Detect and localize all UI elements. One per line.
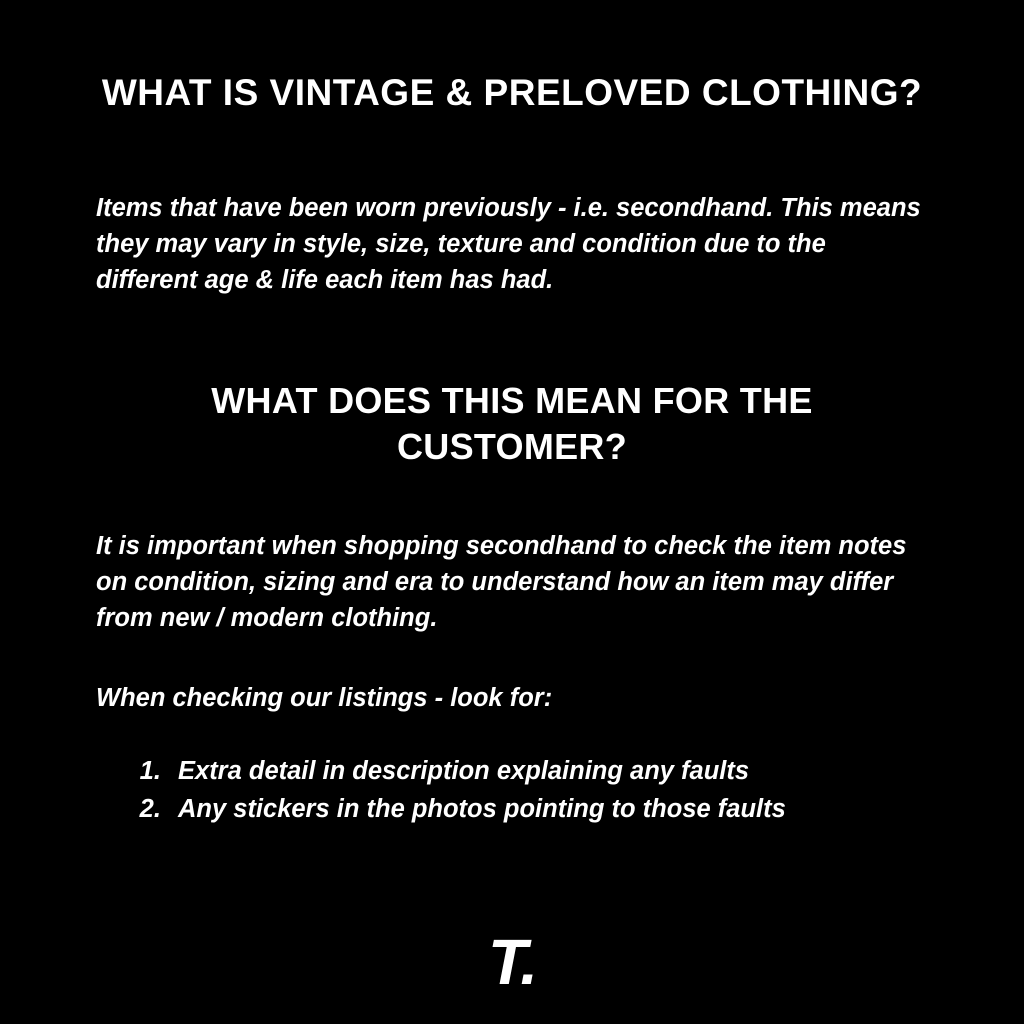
list-item: 2. Any stickers in the photos pointing to those faults bbox=[168, 790, 988, 828]
customer-paragraph: It is important when shopping secondhand to check the item notes on condition, sizing and era to understand how an item may differ from new / modern clothing. bbox=[96, 532, 907, 633]
checklist bbox=[120, 752, 988, 829]
brand-logo: T. bbox=[487, 926, 537, 998]
intro-paragraph: Items that have been worn previously - i.e. secondhand. This means they may vary in style, size, texture and condition due to the different age & life each item has had. bbox=[96, 194, 921, 295]
section-heading-customer: WHAT DOES THIS MEAN FOR THE CUSTOMER? bbox=[211, 380, 813, 468]
listings-lead-in: When checking our listings - look for: bbox=[96, 684, 553, 712]
page-title: WHAT IS VINTAGE & PRELOVED CLOTHING? bbox=[101, 72, 923, 113]
list-item: 1. Extra detail in description explaining any faults bbox=[168, 752, 988, 790]
